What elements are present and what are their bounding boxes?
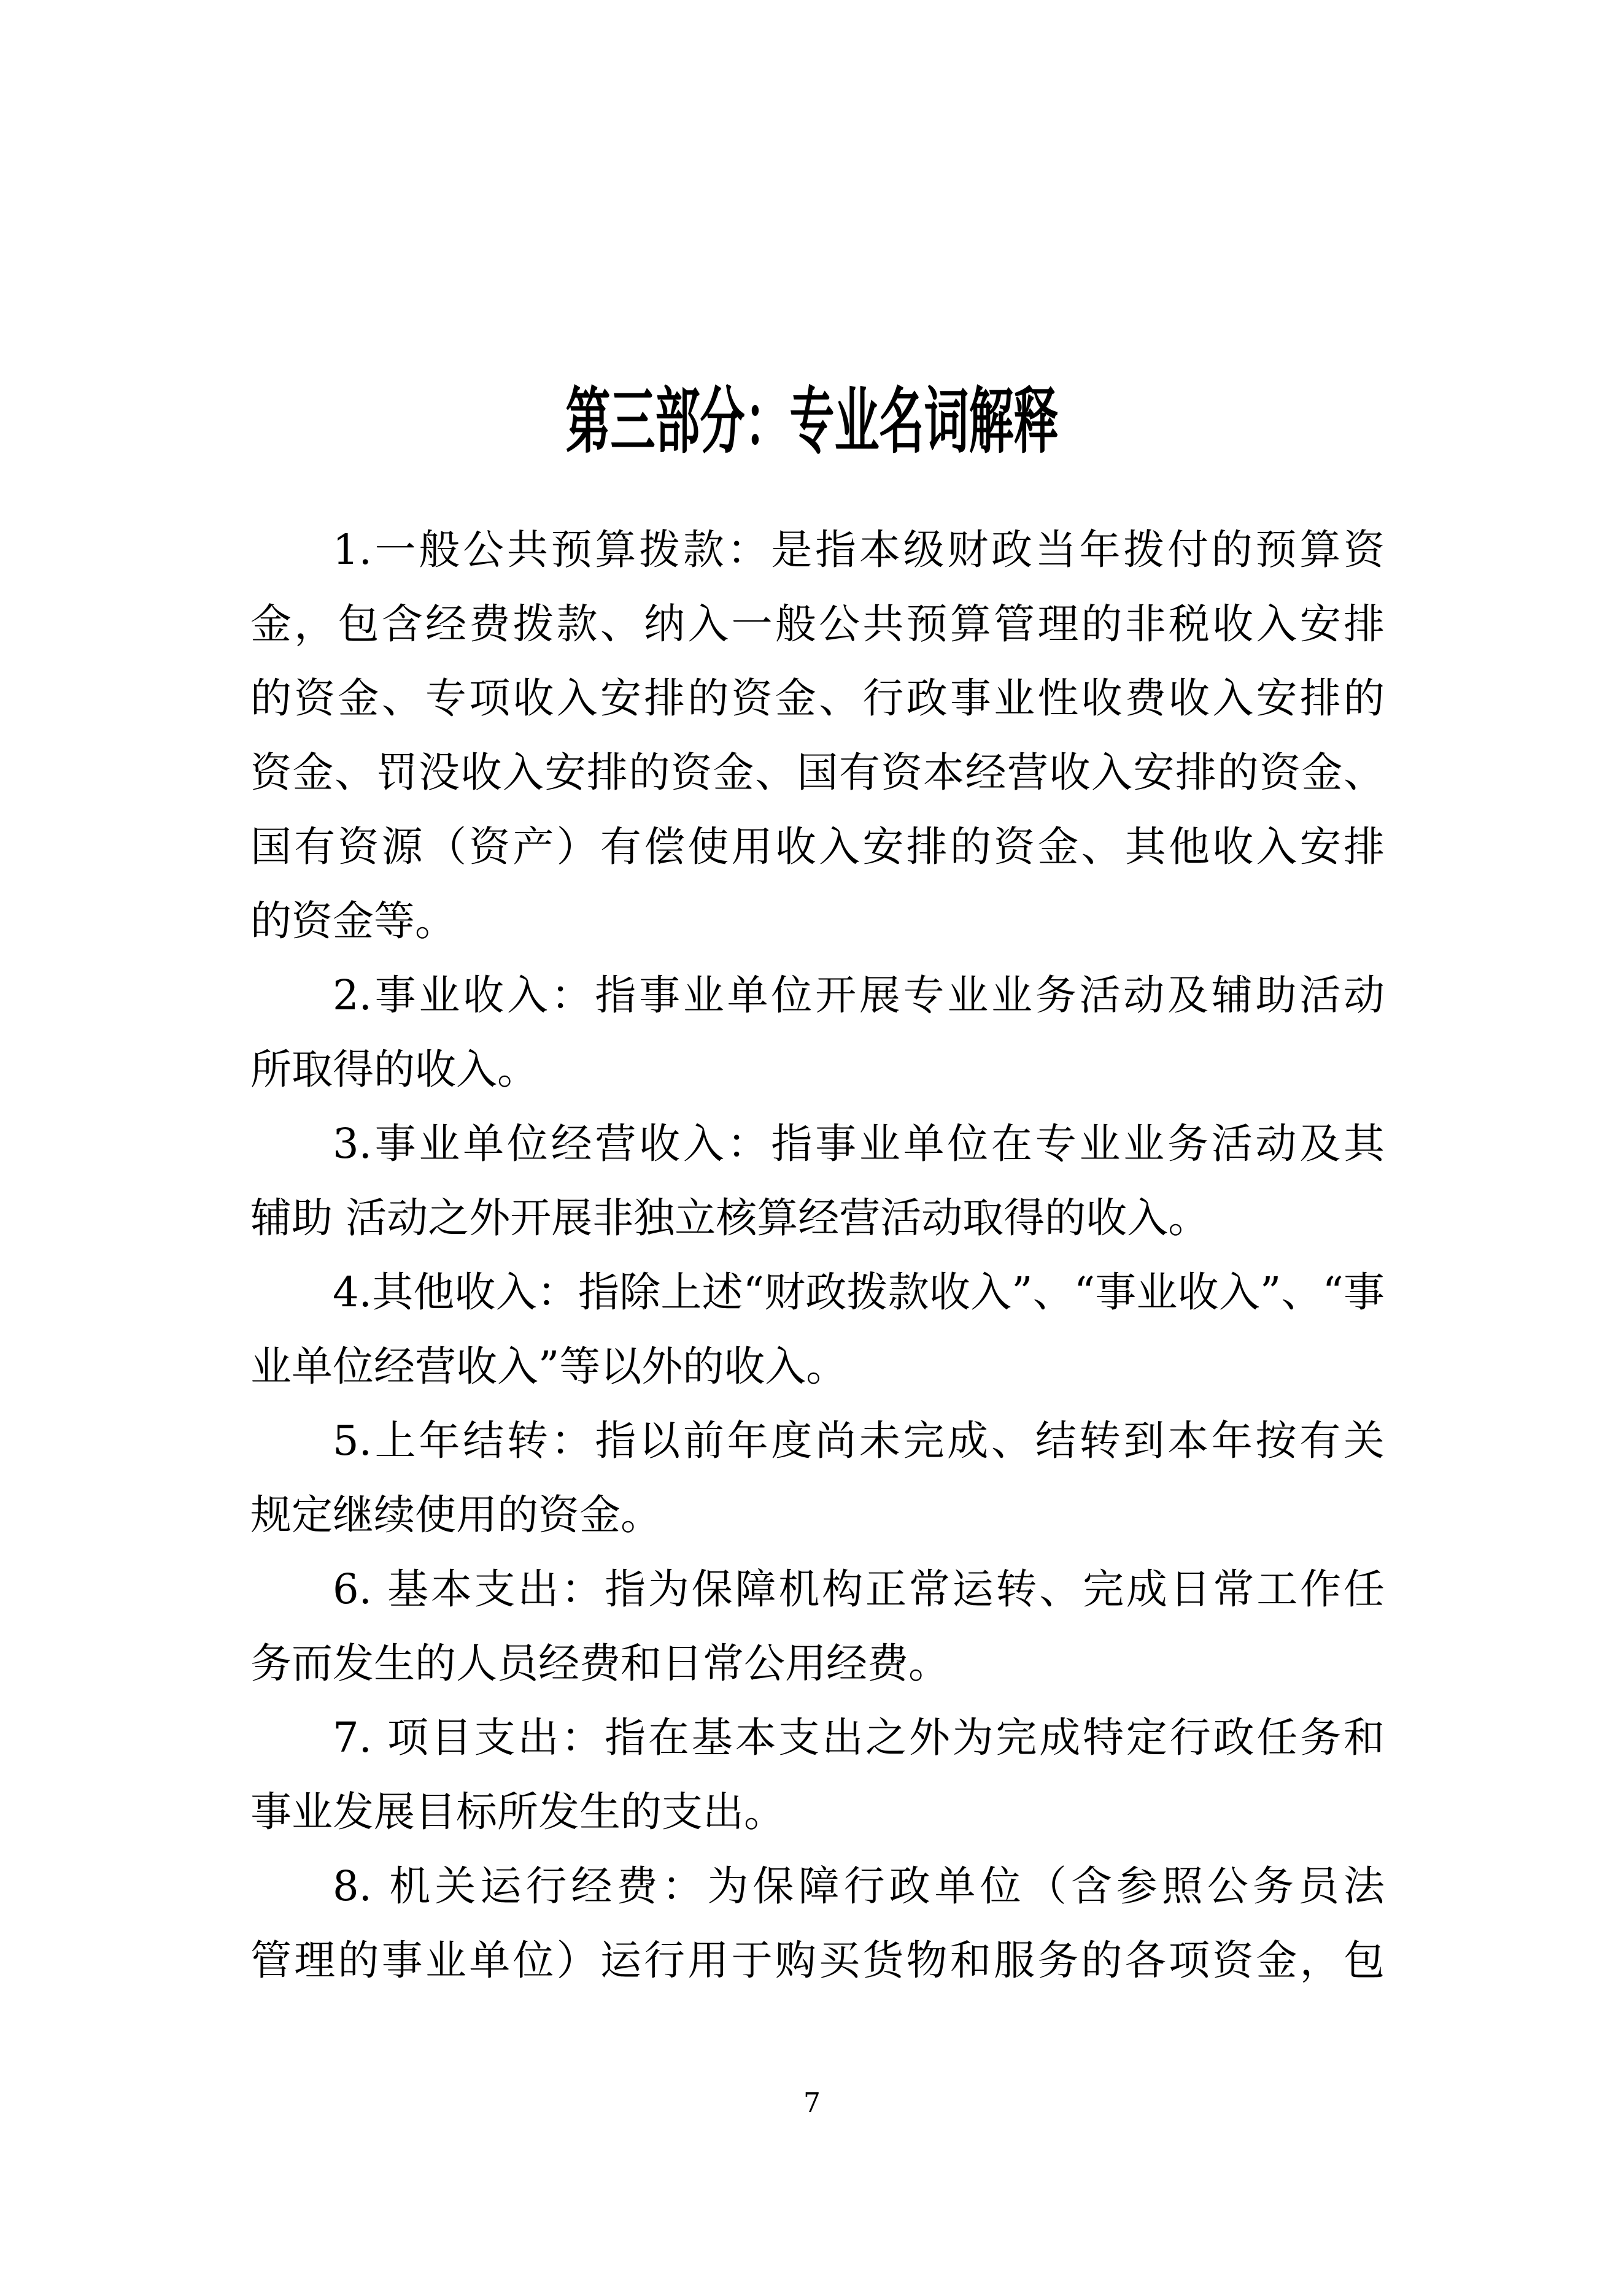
paragraph-line: 1.一般公共预算拨款：是指本级财政当年拨付的预算资 xyxy=(333,526,1385,574)
paragraph-line: 国有资源（资产）有偿使用收入安排的资金、其他收入安排 xyxy=(250,823,1385,871)
paragraph xyxy=(250,1849,1385,1998)
paragraph-line: 务而发生的人员经费和日常公用经费。 xyxy=(250,1639,949,1687)
paragraph-line: 规定继续使用的资金。 xyxy=(250,1491,662,1539)
paragraph-line: 业单位经营收入”等以外的收入。 xyxy=(250,1343,848,1390)
paragraph xyxy=(250,1107,1385,1255)
paragraph-line: 5.上年结转：指以前年度尚未完成、结转到本年按有关 xyxy=(333,1417,1385,1465)
paragraph xyxy=(250,513,1385,958)
paragraph-line: 的资金等。 xyxy=(250,897,456,945)
body-text xyxy=(250,513,1385,1998)
paragraph xyxy=(250,1552,1385,1701)
paragraph-line: 管理的事业单位）运行用于购买货物和服务的各项资金，包 xyxy=(250,1936,1385,1984)
paragraph xyxy=(250,1701,1385,1849)
paragraph-line: 2.事业收入：指事业单位开展专业业务活动及辅助活动 xyxy=(333,971,1385,1019)
paragraph-line: 6. 基本支出：指为保障机构正常运转、完成日常工作任 xyxy=(333,1565,1385,1613)
paragraph xyxy=(250,1404,1385,1552)
paragraph xyxy=(250,1255,1385,1404)
page-title: 第三部分：专业名词解释 xyxy=(565,380,1059,464)
paragraph xyxy=(250,958,1385,1107)
paragraph-line: 所取得的收入。 xyxy=(250,1046,538,1093)
paragraph-line: 的资金、专项收入安排的资金、行政事业性收费收入安排的 xyxy=(250,674,1385,722)
paragraph-line: 8. 机关运行经费：为保障行政单位（含参照公务员法 xyxy=(333,1862,1385,1910)
paragraph-line: 7. 项目支出：指在基本支出之外为完成特定行政任务和 xyxy=(333,1714,1385,1762)
paragraph-line: 4.其他收入：指除上述“财政拨款收入”、“事业收入”、“事 xyxy=(333,1268,1385,1316)
page-number: 7 xyxy=(803,2087,821,2119)
paragraph-line: 资金、罚没收入安排的资金、国有资本经营收入安排的资金、 xyxy=(250,749,1385,796)
paragraph-line: 金，包含经费拨款、纳入一般公共预算管理的非税收入安排 xyxy=(250,600,1385,648)
paragraph-line: 事业发展目标所发生的支出。 xyxy=(250,1788,785,1836)
paragraph-line: 辅助 活动之外开展非独立核算经营活动取得的收入。 xyxy=(250,1194,1210,1242)
paragraph-line: 3.事业单位经营收入：指事业单位在专业业务活动及其 xyxy=(333,1120,1385,1168)
